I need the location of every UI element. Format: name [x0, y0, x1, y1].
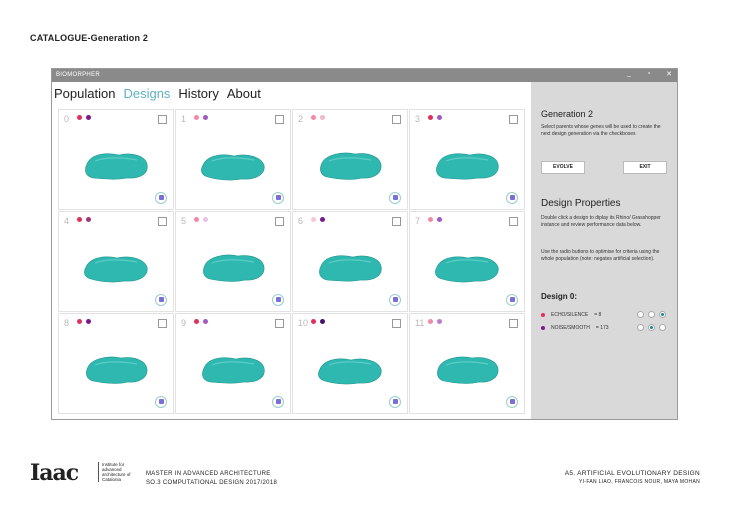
select-checkbox[interactable] — [509, 115, 518, 124]
criteria-dots — [194, 217, 208, 222]
criterion-value: = 173 — [595, 325, 609, 331]
design-number: 5 — [181, 216, 187, 226]
app-name: BIOMORPHER — [56, 72, 101, 78]
criteria-dot-icon — [311, 319, 316, 324]
design-number: 1 — [181, 114, 187, 124]
design-card[interactable] — [175, 211, 291, 312]
design-number: 3 — [415, 114, 421, 124]
properties-text-1: Double click a design to diplay its Rhino/ Grasshopper instance and review performance data below. — [541, 215, 661, 228]
design-number: 0 — [64, 114, 70, 124]
criteria-dots — [428, 319, 442, 324]
select-checkbox[interactable] — [158, 319, 167, 328]
radio-noise-min[interactable] — [637, 324, 644, 331]
view-instance-icon[interactable] — [389, 294, 401, 306]
view-instance-icon[interactable] — [155, 396, 167, 408]
project-authors: YI-FAN LIAO, FRANCOIS NOUR, MAYA MOHAN — [579, 479, 700, 485]
tab-population[interactable]: Population — [54, 86, 116, 101]
program-line-2: SO.3 COMPUTATIONAL DESIGN 2017/2018 — [146, 480, 278, 486]
design-shape[interactable] — [432, 350, 502, 390]
view-instance-icon[interactable] — [155, 192, 167, 204]
criteria-dot-icon — [320, 217, 325, 222]
design-shape[interactable] — [81, 146, 151, 186]
design-card[interactable] — [292, 211, 408, 312]
criteria-dots — [77, 319, 91, 324]
design-card[interactable] — [409, 109, 525, 210]
view-instance-icon[interactable] — [155, 294, 167, 306]
view-instance-icon[interactable] — [272, 192, 284, 204]
tab-bar — [54, 86, 261, 101]
design-card[interactable] — [58, 109, 174, 210]
criteria-dot-icon — [437, 217, 442, 222]
criteria-dots — [311, 217, 325, 222]
design-shape[interactable] — [198, 146, 268, 186]
app-window — [51, 68, 678, 420]
radio-noise-none[interactable] — [648, 324, 655, 331]
design-card[interactable] — [409, 211, 525, 312]
criterion-value: = 8 — [594, 312, 602, 318]
criteria-dots — [428, 217, 442, 222]
maximize-icon[interactable]: ▫ — [647, 70, 651, 77]
sidebar — [531, 82, 677, 419]
project-info — [565, 469, 700, 487]
criteria-dot-icon — [428, 115, 433, 120]
generation-text: Select parents whose genes will be used to create the next design generation via the checkboxes — [541, 124, 661, 137]
criteria-dot-icon — [437, 115, 442, 120]
exit-button[interactable]: EXIT — [623, 161, 667, 174]
criteria-dot-icon — [437, 319, 442, 324]
institute-name: Institute for advanced architecture of Catalonia — [98, 462, 142, 482]
iaac-logo: Iaac — [30, 460, 79, 486]
criteria-dot-icon — [320, 319, 325, 324]
design-shape[interactable] — [198, 350, 268, 390]
criterion-label: ECHO/SILENCE — [551, 312, 589, 318]
view-instance-icon[interactable] — [272, 294, 284, 306]
design-shape[interactable] — [81, 248, 151, 288]
radio-echo-max[interactable] — [659, 311, 666, 318]
criteria-dots — [428, 115, 442, 120]
select-checkbox[interactable] — [275, 115, 284, 124]
page-title: CATALOGUE-Generation 2 — [30, 33, 149, 43]
design-shape[interactable] — [432, 146, 502, 186]
tab-about[interactable]: About — [226, 86, 261, 101]
design-card[interactable] — [58, 211, 174, 312]
design-shape[interactable] — [315, 350, 385, 390]
design-number: 11 — [415, 318, 425, 328]
echo-dot-icon — [541, 313, 545, 317]
criteria-dot-icon — [428, 217, 433, 222]
design-number: 6 — [298, 216, 304, 226]
criteria-dot-icon — [194, 217, 199, 222]
criteria-dot-icon — [194, 319, 199, 324]
design-shape[interactable] — [198, 248, 268, 288]
title-bar — [52, 69, 677, 82]
criteria-dot-icon — [77, 217, 82, 222]
select-checkbox[interactable] — [275, 319, 284, 328]
program-line-1: MASTER IN ADVANCED ARCHITECTURE — [146, 471, 271, 477]
select-checkbox[interactable] — [392, 217, 401, 226]
project-title: A5. ARTIFICIAL EVOLUTIONARY DESIGN — [564, 470, 700, 477]
criteria-dot-icon — [428, 319, 433, 324]
tab-designs[interactable]: Designs — [123, 86, 171, 101]
view-instance-icon[interactable] — [506, 396, 518, 408]
criteria-dots — [194, 115, 208, 120]
design-number: 10 — [298, 318, 309, 328]
design-card[interactable] — [409, 313, 525, 414]
select-checkbox[interactable] — [392, 319, 401, 328]
criteria-dot-icon — [311, 217, 316, 222]
view-instance-icon[interactable] — [389, 192, 401, 204]
select-checkbox[interactable] — [509, 217, 518, 226]
design-card[interactable] — [175, 109, 291, 210]
criteria-dots — [311, 115, 325, 120]
minimize-icon[interactable]: _ — [627, 70, 631, 77]
generation-title: Generation 2 — [541, 109, 594, 119]
criterion-noise-smooth — [541, 325, 609, 331]
design-properties-title: Design Properties — [541, 198, 621, 209]
design-shape[interactable] — [315, 146, 385, 186]
tab-history[interactable]: History — [178, 86, 219, 101]
design-card[interactable] — [292, 313, 408, 414]
design-number: 7 — [415, 216, 421, 226]
design-shape[interactable] — [315, 248, 385, 288]
criteria-dots — [77, 115, 91, 120]
criteria-dot-icon — [320, 115, 325, 120]
criterion-echo-silence — [541, 312, 601, 318]
criteria-dot-icon — [203, 319, 208, 324]
radio-echo-min[interactable] — [637, 311, 644, 318]
design-shape[interactable] — [81, 350, 151, 390]
view-instance-icon[interactable] — [272, 396, 284, 408]
design-card[interactable] — [292, 109, 408, 210]
design-number: 8 — [64, 318, 70, 328]
evolve-button[interactable]: EVOLVE — [541, 161, 585, 174]
select-checkbox[interactable] — [275, 217, 284, 226]
design-grid — [58, 109, 525, 416]
criteria-dots — [194, 319, 208, 324]
criteria-dot-icon — [194, 115, 199, 120]
select-checkbox[interactable] — [158, 217, 167, 226]
select-checkbox[interactable] — [509, 319, 518, 328]
design-shape[interactable] — [432, 248, 502, 288]
radio-noise-max[interactable] — [659, 324, 666, 331]
noise-dot-icon — [541, 326, 545, 330]
design-number: 9 — [181, 318, 187, 328]
criteria-dot-icon — [86, 115, 91, 120]
view-instance-icon[interactable] — [506, 294, 518, 306]
criteria-dot-icon — [203, 115, 208, 120]
design-card[interactable] — [175, 313, 291, 414]
criteria-dot-icon — [77, 319, 82, 324]
program-info — [146, 470, 277, 488]
criterion-label: NOISE/SMOOTH — [551, 325, 590, 331]
view-instance-icon[interactable] — [506, 192, 518, 204]
criteria-dot-icon — [86, 319, 91, 324]
design-number: 4 — [64, 216, 70, 226]
properties-text-2: Use the radio buttons to optimise for criteria using the whole population (note: negates artificial selection). — [541, 249, 660, 262]
criteria-dots — [77, 217, 91, 222]
design-title: Design 0: — [541, 292, 578, 301]
criteria-dot-icon — [203, 217, 208, 222]
select-checkbox[interactable] — [392, 115, 401, 124]
view-instance-icon[interactable] — [389, 396, 401, 408]
design-number: 2 — [298, 114, 304, 124]
criteria-dot-icon — [86, 217, 91, 222]
criteria-dots — [311, 319, 325, 324]
criteria-dot-icon — [77, 115, 82, 120]
design-card[interactable] — [58, 313, 174, 414]
criteria-dot-icon — [311, 115, 316, 120]
radio-echo-none[interactable] — [648, 311, 655, 318]
select-checkbox[interactable] — [158, 115, 167, 124]
close-icon[interactable]: ✕ — [666, 71, 672, 78]
